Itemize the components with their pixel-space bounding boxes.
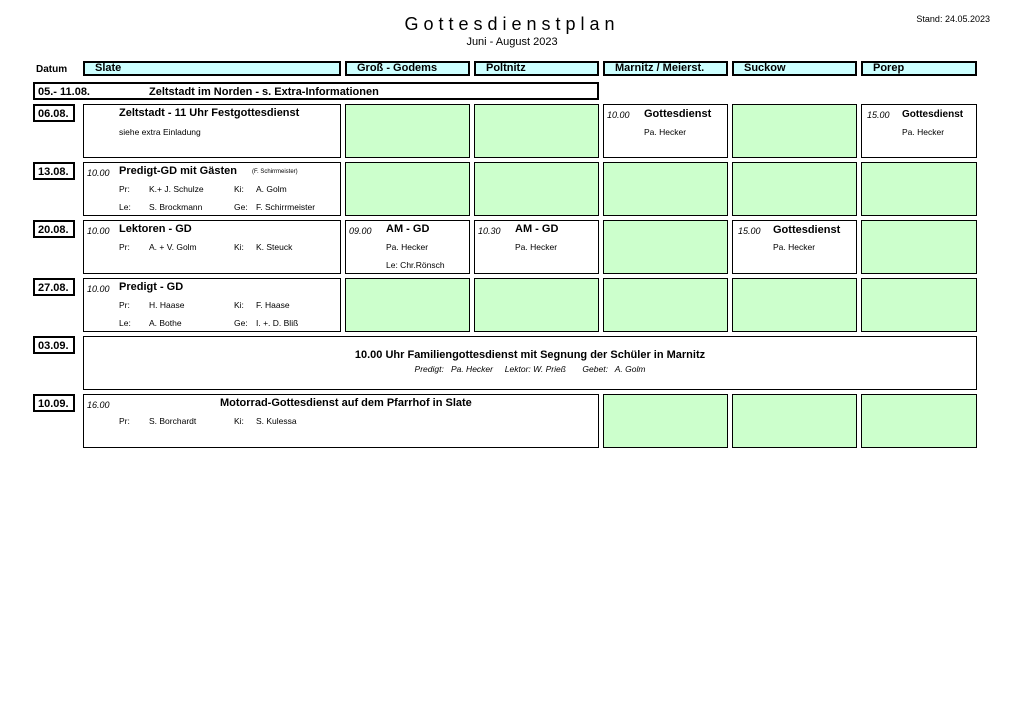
cell-1308-poltnitz bbox=[474, 162, 599, 216]
header-slate: Slate bbox=[83, 61, 341, 76]
cell-2708-poltnitz bbox=[474, 278, 599, 332]
label-ki: Ki: bbox=[234, 242, 244, 252]
date-1308: 13.08. bbox=[33, 162, 75, 180]
cell-head: Gottesdienst bbox=[902, 109, 964, 120]
cell-0608-porep bbox=[861, 104, 977, 158]
label-gebet: Gebet: bbox=[582, 364, 608, 374]
date-0608: 06.08. bbox=[33, 104, 75, 122]
label-pr: Pr: bbox=[119, 300, 130, 310]
cell-2708-porep bbox=[861, 278, 977, 332]
value-ki: A. Golm bbox=[256, 184, 287, 194]
value-ki: K. Steuck bbox=[256, 242, 293, 252]
value-ge: F. Schirrmeister bbox=[256, 202, 316, 212]
cell-1009-suckow bbox=[732, 394, 857, 448]
cell-0309-wide bbox=[83, 336, 977, 390]
cell-person: Pa. Hecker bbox=[386, 242, 429, 252]
cell-0608-slate bbox=[83, 104, 341, 158]
cell-head: Gottesdienst bbox=[644, 108, 712, 120]
event-line bbox=[84, 349, 976, 361]
cell-note: siehe extra Einladung bbox=[119, 127, 201, 137]
cell-head: Zeltstadt - 11 Uhr Festgottesdienst bbox=[119, 107, 300, 119]
cell-2008-gross bbox=[345, 220, 470, 274]
cell-1308-suckow bbox=[732, 162, 857, 216]
cell-1009-porep bbox=[861, 394, 977, 448]
cell-0608-gross bbox=[345, 104, 470, 158]
cell-2708-slate bbox=[83, 278, 341, 332]
label-ki: Ki: bbox=[234, 300, 244, 310]
event-time: 10.00 Uhr bbox=[354, 349, 405, 361]
cell-person: Pa. Hecker bbox=[515, 242, 558, 252]
date-2008: 20.08. bbox=[33, 220, 75, 238]
cell-2708-gross bbox=[345, 278, 470, 332]
event-roles bbox=[84, 364, 976, 374]
label-predigt: Predigt: bbox=[414, 364, 444, 374]
value-pr: S. Borchardt bbox=[149, 416, 197, 426]
cell-time: 10.00 bbox=[87, 284, 110, 294]
cell-head: Lektoren - GD bbox=[119, 223, 192, 235]
page-title: Gottesdienstplan bbox=[404, 14, 620, 34]
header-poltnitz: Poltnitz bbox=[474, 61, 599, 76]
label-ki: Ki: bbox=[234, 416, 244, 426]
event-head: Familiengottesdienst mit Segnung der Schüler in Marnitz bbox=[407, 349, 706, 361]
cell-1308-porep bbox=[861, 162, 977, 216]
header-gross-godems: Groß - Godems bbox=[345, 61, 470, 76]
value-lektor: Lektor: W. Prieß bbox=[504, 364, 566, 374]
cell-person: Pa. Hecker bbox=[902, 127, 945, 137]
value-predigt: Pa. Hecker bbox=[450, 364, 493, 374]
header-porep: Porep bbox=[861, 61, 977, 76]
cell-2708-suckow bbox=[732, 278, 857, 332]
cell-2008-suckow bbox=[732, 220, 857, 274]
cell-0608-suckow bbox=[732, 104, 857, 158]
page-subtitle: Juni - August 2023 bbox=[466, 36, 558, 48]
cell-1009-marnitz bbox=[603, 394, 728, 448]
cell-lektor: Le: Chr.Rönsch bbox=[386, 260, 445, 270]
cell-time: 10.00 bbox=[607, 110, 630, 120]
label-le: Le: bbox=[119, 202, 131, 212]
value-le: S. Brockmann bbox=[149, 202, 203, 212]
notice-row bbox=[33, 82, 599, 100]
cell-1308-gross bbox=[345, 162, 470, 216]
label-ki: Ki: bbox=[234, 184, 244, 194]
cell-head: Motorrad-Gottesdienst auf dem Pfarrhof in Slate bbox=[220, 397, 472, 409]
cell-head: Gottesdienst bbox=[773, 224, 841, 236]
cell-2708-marnitz bbox=[603, 278, 728, 332]
date-0309: 03.09. bbox=[33, 336, 75, 354]
cell-person: Pa. Hecker bbox=[773, 242, 816, 252]
cell-1009-wide bbox=[83, 394, 599, 448]
value-pr: K.+ J. Schulze bbox=[149, 184, 204, 194]
date-1009: 10.09. bbox=[33, 394, 75, 412]
cell-head: Predigt - GD bbox=[119, 281, 184, 293]
header-datum: Datum bbox=[36, 64, 68, 75]
header-suckow: Suckow bbox=[732, 61, 857, 76]
notice-date: 05.- 11.08. bbox=[38, 86, 90, 98]
stand-date: Stand: 24.05.2023 bbox=[916, 14, 990, 24]
value-gebet: A. Golm bbox=[614, 364, 646, 374]
cell-2008-poltnitz bbox=[474, 220, 599, 274]
notice-text: Zeltstadt im Norden - s. Extra-Informationen bbox=[149, 86, 379, 98]
value-pr: A. + V. Golm bbox=[149, 242, 197, 252]
label-pr: Pr: bbox=[119, 184, 130, 194]
cell-time: 10.30 bbox=[478, 226, 501, 236]
cell-time: 09.00 bbox=[349, 226, 372, 236]
value-ki: S. Kulessa bbox=[256, 416, 297, 426]
value-ki: F. Haase bbox=[256, 300, 290, 310]
cell-0608-marnitz bbox=[603, 104, 728, 158]
label-ge: Ge: bbox=[234, 202, 248, 212]
cell-head: AM - GD bbox=[515, 223, 559, 235]
cell-2008-porep bbox=[861, 220, 977, 274]
date-2708: 27.08. bbox=[33, 278, 75, 296]
cell-head: Predigt-GD mit Gästen bbox=[119, 165, 237, 177]
cell-2008-slate bbox=[83, 220, 341, 274]
label-le: Le: bbox=[119, 318, 131, 328]
cell-head: AM - GD bbox=[386, 223, 430, 235]
cell-1308-slate bbox=[83, 162, 341, 216]
cell-time: 15.00 bbox=[738, 226, 761, 236]
label-ge: Ge: bbox=[234, 318, 248, 328]
cell-time: 16.00 bbox=[87, 400, 110, 410]
label-pr: Pr: bbox=[119, 416, 130, 426]
cell-time: 15.00 bbox=[867, 110, 890, 120]
value-ge: I. +. D. Bliß bbox=[256, 318, 299, 328]
label-pr: Pr: bbox=[119, 242, 130, 252]
cell-time: 10.00 bbox=[87, 168, 110, 178]
value-le: A. Bothe bbox=[149, 318, 182, 328]
cell-person: Pa. Hecker bbox=[644, 127, 687, 137]
cell-1308-marnitz bbox=[603, 162, 728, 216]
cell-0608-poltnitz bbox=[474, 104, 599, 158]
cell-time: 10.00 bbox=[87, 226, 110, 236]
cell-headnote: (F. Schirrmeister) bbox=[252, 169, 298, 175]
header-marnitz: Marnitz / Meierst. bbox=[603, 61, 728, 76]
value-pr: H. Haase bbox=[149, 300, 185, 310]
cell-2008-marnitz bbox=[603, 220, 728, 274]
